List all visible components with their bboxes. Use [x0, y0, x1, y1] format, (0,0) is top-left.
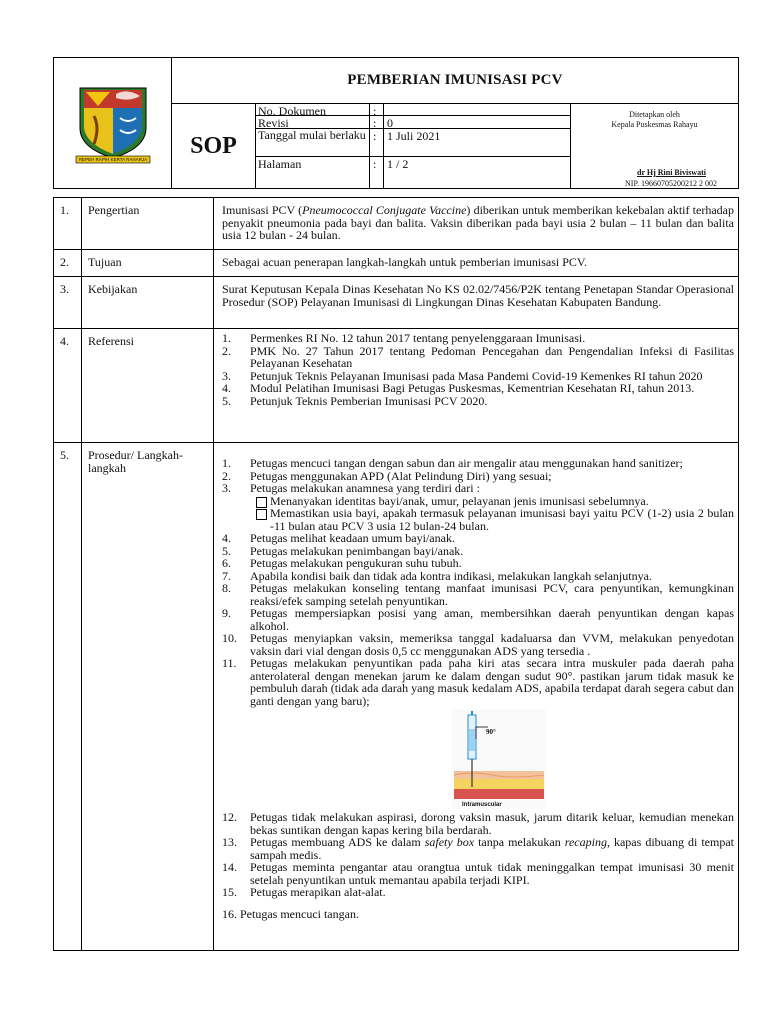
section-number: 1.: [60, 203, 69, 217]
checkbox-icon: [256, 509, 267, 520]
meta-colon: :: [373, 129, 377, 143]
reference-item: 4. Modul Pelatihan Imunisasi Bagi Petugas Puskesmas, Kementrian Kesehatan RI, tahun 2013.: [222, 381, 695, 395]
sub-item: Memastikan usia bayi, apakah termasuk pelayanan imunisasi bayi yaitu PCV (1-2) usia 2 bulan -11 bulan atau PCV 3 usia 12 bulan-24 bulan.: [222, 507, 734, 532]
section-prosedur: [54, 443, 738, 950]
section-label: Referensi: [88, 334, 134, 348]
signature-block: [571, 104, 738, 188]
meta-colon: :: [373, 104, 377, 118]
meta-key: Halaman: [258, 157, 302, 171]
meta-value: 1 / 2: [387, 157, 409, 171]
section-content: Imunisasi PCV (Pneumococcal Conjugate Vaccine) diberikan untuk memberikan kekebalan aktif terhadap penyakit pneumonia pada bayi dan balita. Vaksin diberikan pada bayi usia 2 bulan – 11 bulan dan balita usia 12 bulan - 24 bulan.: [222, 203, 734, 242]
meta-colon: :: [373, 157, 377, 171]
section-label: Kebijakan: [88, 282, 138, 296]
document-meta: [256, 104, 571, 188]
step-item: 11. Petugas melakukan penyuntikan pada paha kiri atas secara intra muskuler pada daerah paha anterolateral dengan menekan jarum ke dalam dengan sudut 90°. pastikan jarum tidak masuk ke pembuluh darah (tidak ada darah yang masuk kedalam ADS, apabila terdapat darah segera cabut dan ganti dengan yang baru);: [222, 656, 734, 708]
section-content: [222, 332, 734, 407]
reference-item: 1. Permenkes RI No. 12 tahun 2017 tentang penyelenggaraan Imunisasi.: [222, 331, 586, 345]
reference-item: 5. Petunjuk Teknis Pemberian Imunisasi PCV 2020.: [222, 393, 488, 408]
intramuscular-diagram-icon: [452, 709, 546, 809]
checkbox-icon: [256, 497, 267, 508]
document-title: PEMBERIAN IMUNISASI PCV: [172, 58, 738, 104]
signer-nip: NIP. 19660705200212 2 002: [625, 179, 718, 188]
meta-row-tanggal: [256, 129, 571, 157]
sop-header: [53, 57, 739, 189]
section-number: 5.: [60, 448, 69, 462]
meta-value: 0: [387, 116, 393, 130]
step-item: 4. Petugas melihat keadaan umum bayi/anak.: [222, 531, 455, 545]
step-item: 14. Petugas meminta pengantar atau orangtua untuk tidak meninggalkan tempat imunisasi 30 menit setelah penyuntikan untuk memantau apabila terjadi KIPI.: [222, 860, 734, 887]
sop-body-table: [53, 197, 739, 951]
step-item: 8. Petugas melakukan konseling tentang manfaat imunisasi PCV, cara penyuntikan, kemungkinan reaksi/efek samping setelah penyuntikan.: [222, 581, 734, 608]
meta-row-no-dokumen: [256, 104, 571, 116]
step-item: 1. Petugas mencuci tangan dengan sabun dan air mengalir atau menggunakan hand sanitizer;: [222, 456, 683, 470]
step-item: 5. Petugas melakukan penimbangan bayi/anak.: [222, 543, 464, 558]
reference-item: 3. Petunjuk Teknis Pelayanan Imunisasi pada Masa Pandemi Covid-19 Kemenkes RI tahun 2020: [222, 368, 703, 383]
section-label: Prosedur/ Langkah-langkah: [88, 448, 183, 475]
step-item: 15. Petugas merapikan alat-alat.: [222, 885, 386, 899]
section-referensi: [54, 329, 738, 443]
section-number: 2.: [60, 255, 69, 269]
step-item: 7. Apabila kondisi baik dan tidak ada kontra indikasi, melakukan langkah selanjutnya.: [222, 568, 652, 583]
logo-cell: [54, 58, 172, 188]
step-item: 2. Petugas menggunakan APD (Alat Pelindung Diri) yang sesuai;: [222, 468, 552, 483]
meta-colon: :: [373, 116, 377, 130]
sign-line1: Ditetapkan oleh: [629, 110, 680, 119]
step-item: 9. Petugas mempersiapkan posisi yang aman, membersihkan daerah penyuntikan dengan kapas alkohol.: [222, 606, 734, 633]
sub-item: Menanyakan identitas bayi/anak, umur, pelayanan jenis imunisasi sebelumnya.: [222, 495, 734, 508]
section-pengertian: [54, 198, 738, 250]
figure-caption: Intramuscular: [462, 802, 502, 808]
section-tujuan: [54, 250, 738, 277]
meta-key: Revisi: [258, 116, 289, 130]
section-content: Sebagai acuan penerapan langkah-langkah untuk pemberian imunisasi PCV.: [222, 255, 588, 269]
section-label: Tujuan: [88, 255, 122, 269]
step-item: 6. Petugas melakukan pengukuran suhu tubuh.: [222, 556, 462, 570]
step-item: 12. Petugas tidak melakukan aspirasi, dorong vaksin masuk, jarum ditarik keluar, kemudian menekan bekas suntikan dengan kapas kering bila berdarah.: [222, 810, 734, 837]
regency-logo-icon: [54, 58, 172, 188]
logo-motto: REPEH RAPIH KERTA RAHARJA: [78, 157, 148, 162]
angle-label: 90°: [486, 728, 496, 736]
section-number: 4.: [60, 334, 69, 348]
final-step: 16. Petugas mencuci tangan.: [222, 906, 359, 921]
sign-line2: Kepala Puskesmas Rahayu: [611, 120, 698, 129]
section-number: 3.: [60, 282, 69, 296]
section-kebijakan: [54, 277, 738, 329]
signer-name: dr Hj Rini Biviswati: [637, 168, 706, 177]
meta-key: No. Dokumen: [258, 104, 326, 118]
section-label: Pengertian: [88, 203, 140, 217]
sop-label: SOP: [172, 104, 256, 188]
meta-key: Tanggal mulai berlaku: [258, 128, 366, 142]
injection-figure: [222, 707, 734, 811]
meta-value: 1 Juli 2021: [387, 129, 441, 143]
section-content: Surat Keputusan Kepala Dinas Kesehatan No KS 02.02/7456/P2K tentang Penetapan Standar Operasional Prosedur (SOP) Pelayanan Imunisasi di Lingkungan Dinas Kesehatan Kabupaten Bandung.: [222, 282, 734, 309]
reference-item: 2. PMK No. 27 Tahun 2017 tentang Pedoman Pencegahan dan Pengendalian Infeksi di Fasilitas Pelayanan Kesehatan: [222, 343, 734, 370]
section-content: [222, 457, 734, 920]
step-item: 3. Petugas melakukan anamnesa yang terdiri dari :: [222, 481, 480, 495]
meta-row-halaman: [256, 157, 571, 188]
step-item: 13. Petugas membuang ADS ke dalam safety box tanpa melakukan recaping, kapas dibuang di tempat sampah medis.: [222, 835, 734, 862]
step-item: 10. Petugas menyiapkan vaksin, memeriksa tanggal kadaluarsa dan VVM, melakukan penyedotan vaksin dari vial dengan dosis 0,5 cc menggunakan ADS yang tersedia .: [222, 631, 734, 658]
